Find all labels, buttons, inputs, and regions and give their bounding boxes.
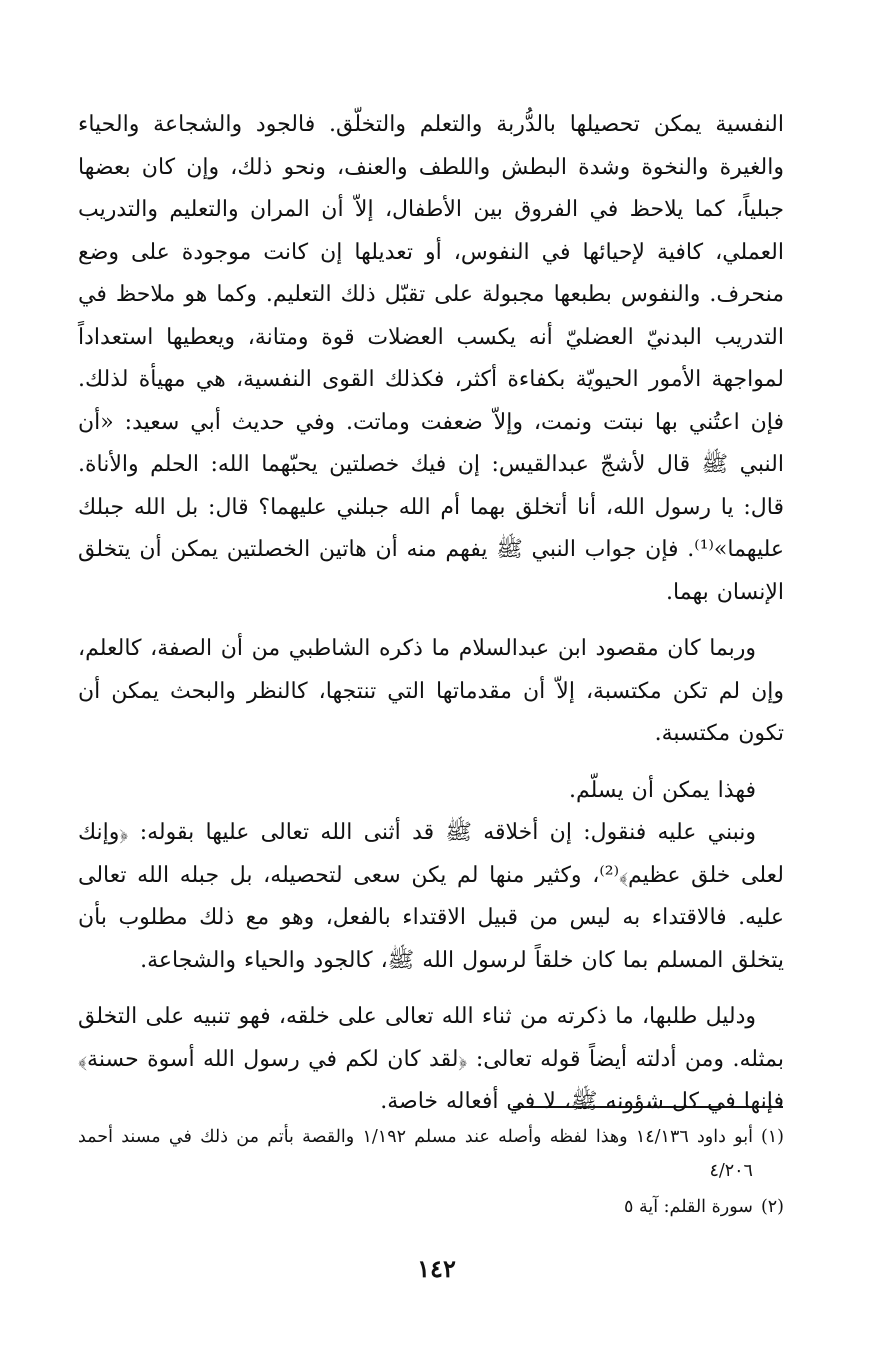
footnote-2 xyxy=(78,1190,784,1224)
paragraph-4: ونبني عليه فنقول: إن أخلاقه ﷺ قد أثنى الله تعالى عليها بقوله: ﴿وإنك لعلى خلق عظيم﴾⁽²⁾، وكثير منها لم يكن سعى لتحصيله، بل جبله الله تعالى عليه. فالاقتداء به ليس من قبيل الاقتداء بالفعل، وهو مع ذلك مطلوب بأن يتخلق المسلم بما كان خلقاً لرسول الله ﷺ، كالجود والحياء والشجاعة. xyxy=(78,820,784,973)
page-body xyxy=(78,104,784,1124)
page-number: ١٤٢ xyxy=(417,1254,456,1283)
paragraph-1: النفسية يمكن تحصيلها بالدُّربة والتعلم والتخلّق. فالجود والشجاعة والحياء والغيرة والنخوة وشدة البطش واللطف والعنف، ونحو ذلك، وإن كان بعضها جبلياً، كما يلاحظ في الفروق بين الأطفال، إلاّ أن المران والتعليم والتدريب العملي، كافية لإحيائها في النفوس، أو تعديلها إن كانت موجودة على وضع منحرف. والنفوس بطبعها مجبولة على تقبّل ذلك التعليم. وكما هو ملاحظ في التدريب البدنيّ العضليّ أنه يكسب العضلات قوة ومتانة، ويعطيها استعداداً لمواجهة الأمور الحيويّة بكفاءة أكثر، فكذلك القوى النفسية، هي مهيأة لذلك. فإن اعتُني بها نبتت ونمت، وإلاّ ضعفت وماتت. وفي حديث أبي سعيد: «أن النبي ﷺ قال لأشجّ عبدالقيس: إن فيك خصلتين يحبّهما الله: الحلم والأناة. قال: يا رسول الله، أنا أتخلق بهما أم الله جبلني عليهما؟ قال: بل الله جبلك عليهما»⁽¹⁾. فإن جواب النبي ﷺ يفهم منه أن هاتين الخصلتين يمكن أن يتخلق الإنسان بهما. xyxy=(78,112,784,605)
footnotes xyxy=(78,1120,784,1226)
footnote-number: (٢) xyxy=(760,1197,784,1217)
paragraph-2: وربما كان مقصود ابن عبدالسلام ما ذكره الشاطبي من أن الصفة، كالعلم، وإن لم تكن مكتسبة، إلاّ أن مقدماتها التي تنتجها، كالنظر والبحث يمكن أن تكون مكتسبة. xyxy=(78,636,784,746)
footnote-number: (١) xyxy=(760,1127,784,1147)
footnote-text: أبو داود ١٤/١٣٦ وهذا لفظه وأصله عند مسلم ١/١٩٢ والقصة بأتم من ذلك في مسند أحمد ٤/٢٠٦ xyxy=(78,1127,753,1181)
paragraph-3: فهذا يمكن أن يسلّم. xyxy=(569,777,756,803)
footnote-1 xyxy=(78,1120,784,1188)
footnote-text: سورة القلم: آية ٥ xyxy=(624,1197,753,1217)
paragraph-5: ودليل طلبها، ما ذكرته من ثناء الله تعالى على خلقه، فهو تنبيه على التخلق بمثله. ومن أدلته أيضاً قوله تعالى: ﴿لقد كان لكم في رسول الله أسوة حسنة﴾ فإنها في كل شؤونه ﷺ، لا في أفعاله خاصة. xyxy=(78,1004,784,1114)
footnote-divider xyxy=(513,1106,783,1108)
